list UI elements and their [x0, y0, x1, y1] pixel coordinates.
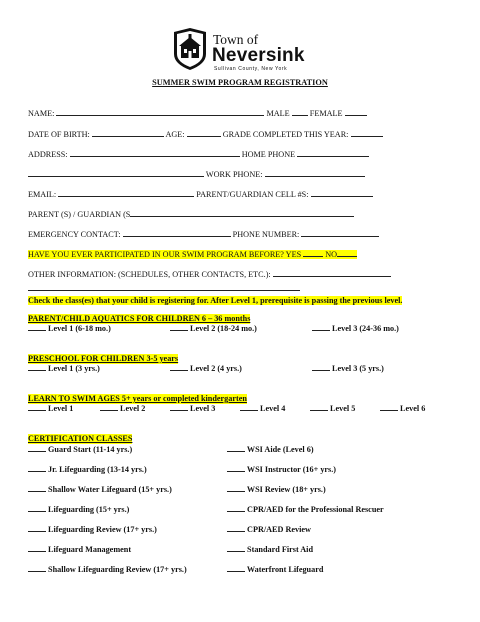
logo-subtitle: Sullivan County, New York	[214, 66, 288, 72]
participated-label: HAVE YOU EVER PARTICIPATED IN OUR SWIM PROGRAM BEFORE? YES	[28, 250, 302, 259]
email-row	[28, 189, 373, 200]
checkbox-line[interactable]	[28, 363, 46, 371]
female-label: FEMALE	[309, 109, 343, 118]
item-label: Level 2 (18-24 mo.)	[190, 324, 257, 333]
email-field[interactable]	[58, 189, 194, 197]
cert-right-item-6	[227, 544, 313, 555]
instruction-text: Check the class(es) that your child is registering for. After Level 1, prerequisite is passing the previous level.	[28, 296, 403, 305]
work-phone-row	[28, 169, 365, 180]
no-label: NO	[325, 250, 338, 259]
instruction	[28, 296, 402, 306]
age-label: AGE:	[165, 130, 185, 139]
item-label: Lifeguard Management	[48, 545, 132, 554]
dob-field[interactable]	[92, 129, 164, 137]
item-label: Shallow Water Lifeguard (15+ yrs.)	[48, 485, 172, 494]
item-label: Level 3 (24-36 mo.)	[332, 324, 399, 333]
checkbox-line[interactable]	[310, 403, 328, 411]
parent-child-item-2	[170, 323, 257, 334]
cert-left-item-6	[28, 544, 131, 555]
parent-guardian-field[interactable]	[130, 209, 354, 217]
checkbox-line[interactable]	[28, 504, 46, 512]
address-field[interactable]	[70, 149, 240, 157]
other-info-field[interactable]	[273, 269, 391, 277]
checkbox-line[interactable]	[100, 403, 118, 411]
participated-row	[28, 249, 357, 260]
learn-item-4	[240, 403, 285, 414]
item-label: Level 3	[190, 404, 216, 413]
parent-cell-label: PARENT/GUARDIAN CELL #S:	[196, 190, 309, 199]
section-header-learn: LEARN TO SWIM AGES 5+ years or completed kindergarten	[28, 394, 247, 403]
checkbox-line[interactable]	[170, 403, 188, 411]
cert-left-item-4	[28, 504, 129, 515]
item-label: Standard First Aid	[247, 545, 314, 554]
logo-name: Neversink	[212, 45, 305, 66]
item-label: Shallow Lifeguarding Review (17+ yrs.)	[48, 565, 187, 574]
emergency-label: EMERGENCY CONTACT:	[28, 230, 121, 239]
learn-item-2	[100, 403, 145, 414]
emergency-row	[28, 229, 379, 240]
grade-field[interactable]	[351, 129, 383, 137]
address-row	[28, 149, 369, 160]
checkbox-line[interactable]	[312, 363, 330, 371]
item-label: Level 5	[330, 404, 356, 413]
learn-item-1	[28, 403, 73, 414]
checkbox-line[interactable]	[227, 504, 245, 512]
male-label: MALE	[266, 109, 290, 118]
item-label: Level 2 (4 yrs.)	[190, 364, 242, 373]
no-field[interactable]	[337, 249, 357, 257]
cert-right-item-1	[227, 444, 314, 455]
item-label: Level 1 (3 yrs.)	[48, 364, 100, 373]
item-label: Level 2	[120, 404, 146, 413]
age-field[interactable]	[187, 129, 221, 137]
address-label: ADDRESS:	[28, 150, 68, 159]
checkbox-line[interactable]	[28, 564, 46, 572]
home-phone-label: HOME PHONE	[241, 150, 296, 159]
parent-child-item-3	[312, 323, 399, 334]
item-label: CPR/AED for the Professional Rescuer	[247, 505, 384, 514]
parent-child-item-1	[28, 323, 111, 334]
preschool-item-3	[312, 363, 384, 374]
dob-row	[28, 129, 383, 140]
item-label: Level 3 (5 yrs.)	[332, 364, 384, 373]
work-phone-label: WORK PHONE:	[205, 170, 263, 179]
female-field[interactable]	[345, 108, 367, 116]
cert-right-item-4	[227, 504, 384, 515]
other-info-row	[28, 269, 391, 280]
item-label: Waterfront Lifeguard	[246, 565, 324, 574]
cert-right-item-7	[227, 564, 323, 575]
item-label: Level 1 (6-18 mo.)	[48, 324, 111, 333]
other-info-line-2	[28, 283, 300, 294]
checkbox-line[interactable]	[28, 444, 46, 452]
item-label: Level 4	[260, 404, 286, 413]
learn-item-3	[170, 403, 215, 414]
preschool-item-1	[28, 363, 100, 374]
section-header-parent-child: PARENT/CHILD AQUATICS FOR CHILDREN 6 – 36 months	[28, 314, 251, 323]
address-line-2-field[interactable]	[28, 169, 204, 177]
checkbox-line[interactable]	[227, 444, 245, 452]
section-header-cert: CERTIFICATION CLASSES	[28, 434, 133, 443]
dob-label: DATE OF BIRTH:	[28, 130, 90, 139]
phone-number-field[interactable]	[301, 229, 379, 237]
learn-item-6	[380, 403, 425, 414]
item-label: Lifeguarding (15+ yrs.)	[48, 505, 130, 514]
town-logo	[172, 28, 312, 74]
page-title: SUMMER SWIM PROGRAM REGISTRATION	[152, 78, 328, 87]
checkbox-line[interactable]	[28, 524, 46, 532]
preschool-item-2	[170, 363, 242, 374]
checkbox-line[interactable]	[227, 544, 245, 552]
checkbox-line[interactable]	[312, 323, 330, 331]
parent-cell-field[interactable]	[311, 189, 373, 197]
cert-right-item-3	[227, 484, 326, 495]
email-label: EMAIL:	[28, 190, 57, 199]
item-label: Level 1	[48, 404, 74, 413]
checkbox-line[interactable]	[380, 403, 398, 411]
checkbox-line[interactable]	[240, 403, 258, 411]
learn-item-5	[310, 403, 355, 414]
item-label: WSI Review (18+ yrs.)	[246, 485, 326, 494]
name-label: NAME:	[28, 109, 55, 118]
work-phone-field[interactable]	[265, 169, 365, 177]
yes-field[interactable]	[303, 249, 323, 257]
item-label: Lifeguarding Review (17+ yrs.)	[48, 525, 157, 534]
checkbox-line[interactable]	[28, 403, 46, 411]
checkbox-line[interactable]	[227, 564, 245, 572]
checkbox-line[interactable]	[28, 323, 46, 331]
cert-left-item-3	[28, 484, 172, 495]
checkbox-line[interactable]	[170, 363, 188, 371]
cert-right-item-2	[227, 464, 336, 475]
checkbox-line[interactable]	[28, 484, 46, 492]
item-label: Level 6	[400, 404, 426, 413]
other-info-label: OTHER INFORMATION: (SCHEDULES, OTHER CONTACTS, ETC.):	[28, 270, 271, 279]
item-label: WSI Aide (Level 6)	[246, 445, 314, 454]
item-label: Jr. Lifeguarding (13-14 yrs.)	[48, 465, 147, 474]
parent-guardian-label: PARENT (S) / GUARDIAN (S	[28, 210, 131, 219]
name-field[interactable]	[56, 108, 264, 116]
cert-right-item-5	[227, 524, 311, 535]
item-label: WSI Instructor (16+ yrs.)	[246, 465, 337, 474]
parent-guardian-row	[28, 209, 354, 220]
other-info-field-2[interactable]	[28, 283, 300, 291]
logo-town: Town of	[213, 32, 259, 47]
cert-left-item-1	[28, 444, 132, 455]
checkbox-line[interactable]	[170, 323, 188, 331]
phone-number-label: PHONE NUMBER:	[232, 230, 300, 239]
checkbox-line[interactable]	[28, 464, 46, 472]
item-label: Guard Start (11-14 yrs.)	[48, 445, 133, 454]
checkbox-line[interactable]	[28, 544, 46, 552]
male-field[interactable]	[292, 108, 308, 116]
cert-left-item-7	[28, 564, 187, 575]
home-phone-field[interactable]	[297, 149, 369, 157]
checkbox-line[interactable]	[227, 464, 245, 472]
item-label: CPR/AED Review	[247, 525, 311, 534]
town-hall-icon	[172, 28, 208, 70]
emergency-field[interactable]	[123, 229, 231, 237]
cert-left-item-2	[28, 464, 147, 475]
section-header-preschool: PRESCHOOL FOR CHILDREN 3-5 years	[28, 354, 179, 363]
cert-left-item-5	[28, 524, 157, 535]
name-row	[28, 108, 367, 119]
checkbox-line[interactable]	[227, 524, 245, 532]
grade-label: GRADE COMPLETED THIS YEAR:	[222, 130, 349, 139]
checkbox-line[interactable]	[227, 484, 245, 492]
